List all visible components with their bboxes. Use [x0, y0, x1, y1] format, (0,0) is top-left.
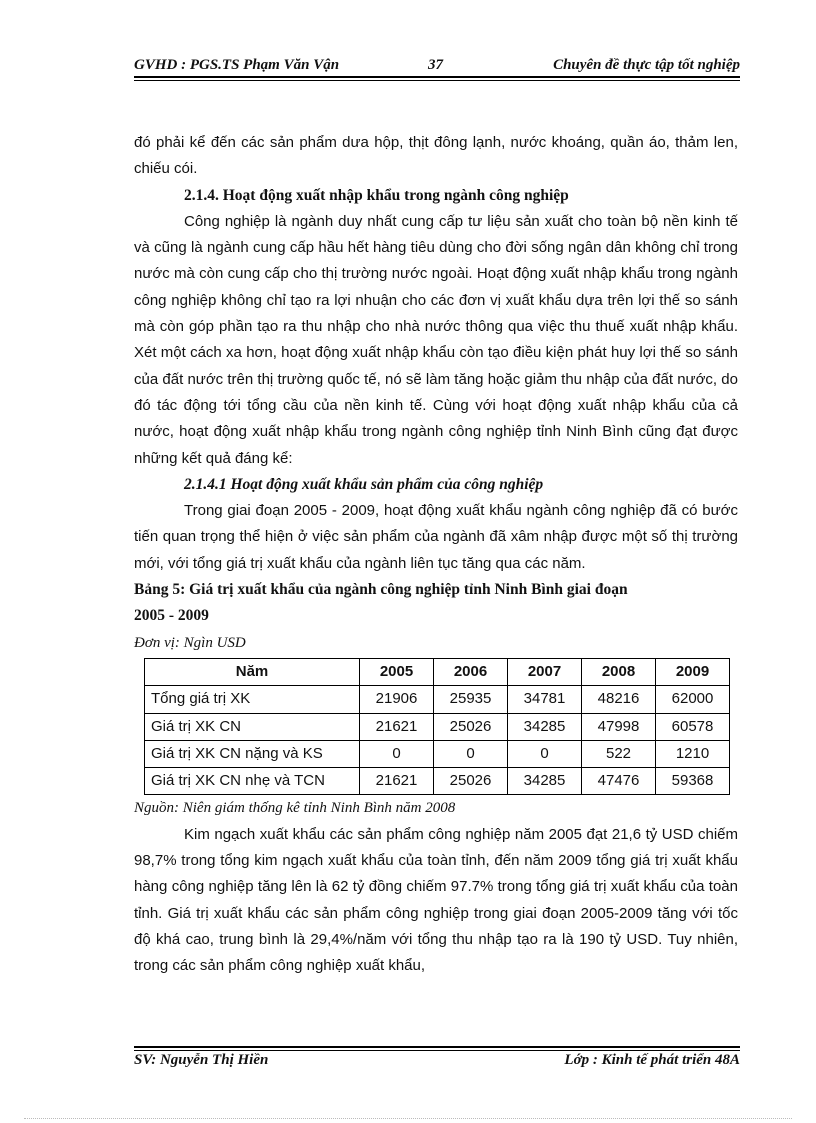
table-header-cell: 2009 [656, 658, 730, 685]
footer-class: Lớp : Kinh tế phát triển 48A [564, 1052, 740, 1068]
table-cell: 0 [360, 740, 434, 767]
row-label: Tổng giá trị XK [145, 686, 360, 713]
table-source: Nguồn: Niên giám thống kê tỉnh Ninh Bình năm 2008 [134, 800, 456, 817]
row-label: Giá trị XK CN nặng và KS [145, 740, 360, 767]
page-body [134, 130, 738, 980]
page-bottom-divider [24, 1118, 792, 1119]
table-cell: 0 [508, 740, 582, 767]
paragraph-continued: đó phải kể đến các sản phẩm dưa hộp, thịt đông lạnh, nước khoáng, quần áo, thảm len, chiếu cói. [134, 134, 738, 178]
table-cell: 25026 [434, 768, 508, 795]
footer-student: SV: Nguyễn Thị Hiền [134, 1052, 269, 1068]
table-header-cell: 2006 [434, 658, 508, 685]
table-cell: 62000 [656, 686, 730, 713]
table-row [145, 686, 730, 713]
table-cell: 21621 [360, 768, 434, 795]
table-cell: 25026 [434, 713, 508, 740]
table-cell: 47476 [582, 768, 656, 795]
table-header-cell: 2007 [508, 658, 582, 685]
table-cell: 60578 [656, 713, 730, 740]
page-footer [134, 1046, 740, 1068]
export-value-table [144, 658, 730, 795]
header-advisor: GVHD : PGS.TS Phạm Văn Vận [134, 57, 340, 73]
row-label: Giá trị XK CN [145, 713, 360, 740]
paragraph-export-progress: Trong giai đoạn 2005 - 2009, hoạt động xuất khẩu ngành công nghiệp đã có bước tiến quan trọng thể hiện ở việc sản phẩm của ngành đã xâm nhập được một số thị trường mới, với tổng giá trị xuất khẩu của ngành liên tục tăng qua các năm. [134, 502, 738, 572]
page-number: 37 [428, 57, 443, 73]
subsection-heading: 2.1.4.1 Hoạt động xuất khẩu sản phẩm của công nghiệp [184, 475, 544, 493]
table-cell: 21621 [360, 713, 434, 740]
table-header-cell: 2005 [360, 658, 434, 685]
paragraph-industry-overview: Công nghiệp là ngành duy nhất cung cấp tư liệu sản xuất cho toàn bộ nền kinh tế và cũng là ngành cung cấp hầu hết hàng tiêu dùng cho đời sống ngân dân không chỉ trong nước mà còn cung cấp cho thị trường nước ngoài. Hoạt động xuất nhập khẩu trong ngành công nghiệp không chỉ tạo ra lợi nhuận cho các đơn vị xuất khẩu dựa trên lợi thế so sánh mà còn góp phần tạo ra thu nhập cho nhà nước thông qua việc thu thuế xuất nhập khẩu. Xét một cách xa hơn, hoạt động xuất nhập khẩu còn tạo điều kiện phát huy lợi thế so sánh của đất nước trên thị trường quốc tế, nó sẽ làm tăng hoặc giảm thu nhập của đất nước, do đó tác động tới tổng cầu của nền kinh tế. Cùng với hoạt động xuất nhập khẩu của cả nước, hoạt động xuất nhập khẩu trong ngành công nghiệp tỉnh Ninh Bình cũng đạt được những kết quả đáng kể: [134, 212, 738, 467]
table-unit: Đơn vị: Ngìn USD [134, 634, 246, 651]
table-cell: 48216 [582, 686, 656, 713]
table-cell: 21906 [360, 686, 434, 713]
table-row [145, 713, 730, 740]
row-label: Giá trị XK CN nhẹ và TCN [145, 768, 360, 795]
table-cell: 34285 [508, 713, 582, 740]
header-title: Chuyên đề thực tập tốt nghiệp [553, 57, 740, 73]
table-cell: 59368 [656, 768, 730, 795]
section-heading: 2.1.4. Hoạt động xuất nhập khẩu trong ngành công nghiệp [184, 186, 569, 204]
footer-rule [134, 1050, 740, 1051]
page-header [134, 52, 740, 78]
table-caption: Bảng 5: Giá trị xuất khẩu của ngành công nghiệp tỉnh Ninh Bình giai đoạn [134, 581, 628, 599]
table-header-row [145, 658, 730, 685]
table-cell: 25935 [434, 686, 508, 713]
table-caption-period: 2005 - 2009 [134, 607, 209, 625]
table-cell: 34285 [508, 768, 582, 795]
table-cell: 0 [434, 740, 508, 767]
table-row [145, 768, 730, 795]
table-header-cell: Năm [145, 658, 360, 685]
table-header-cell: 2008 [582, 658, 656, 685]
header-rule [134, 80, 740, 81]
table-cell: 522 [582, 740, 656, 767]
table-cell: 1210 [656, 740, 730, 767]
table-cell: 47998 [582, 713, 656, 740]
table-row [145, 740, 730, 767]
table-cell: 34781 [508, 686, 582, 713]
paragraph-export-analysis: Kim ngạch xuất khẩu các sản phẩm công nghiệp năm 2005 đạt 21,6 tỷ USD chiếm 98,7% trong tổng kim ngạch xuất khẩu của toàn tỉnh, đến năm 2009 tổng giá trị xuất khẩu hàng công nghiệp tăng lên là 62 tỷ đồng chiếm 97.7% trong tổng giá trị xuất khẩu của toàn tỉnh. Giá trị xuất khẩu các sản phẩm công nghiệp trong giai đoạn 2005-2009 tăng với tốc độ khá cao, trung bình là 29,4%/năm với tổng thu nhập tạo ra là 190 tỷ USD. Tuy nhiên, trong các sản phẩm công nghiệp xuất khẩu, [134, 825, 738, 975]
